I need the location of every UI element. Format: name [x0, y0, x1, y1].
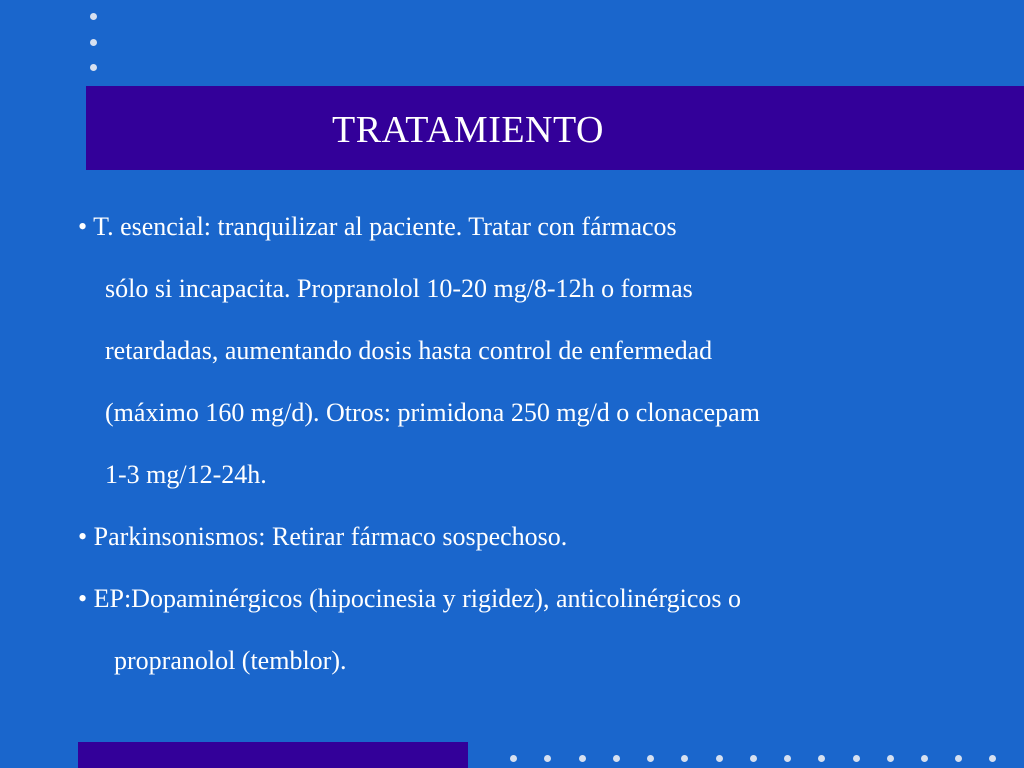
decor-dot: [90, 13, 97, 20]
decor-dot: [510, 755, 517, 762]
decor-dot: [784, 755, 791, 762]
slide-content: [78, 196, 998, 692]
decor-dot: [989, 755, 996, 762]
decor-dot: [955, 755, 962, 762]
decor-dot: [544, 755, 551, 762]
decor-dot: [579, 755, 586, 762]
bullet-item-tremor: • T. esencial: tranquilizar al paciente. Tratar con fármacos: [78, 212, 677, 241]
decor-dot: [887, 755, 894, 762]
bottom-accent-bar: [78, 742, 468, 768]
decor-dot: [613, 755, 620, 762]
decor-dot: [90, 64, 97, 71]
bullet-item-parkinsonism: • Parkinsonismos: Retirar fármaco sospechoso.: [78, 522, 568, 551]
decor-dot: [750, 755, 757, 762]
decor-dot: [681, 755, 688, 762]
bullet-continuation: 1-3 mg/12-24h.: [105, 460, 267, 489]
decor-dot: [853, 755, 860, 762]
decor-dot: [716, 755, 723, 762]
title-bar: [86, 86, 1024, 170]
decor-dot: [647, 755, 654, 762]
bullet-continuation: retardadas, aumentando dosis hasta control de enfermedad: [105, 336, 713, 365]
bullet-item-ep: • EP:Dopaminérgicos (hipocinesia y rigidez), anticolinérgicos o: [78, 584, 742, 613]
slide-title: TRATAMIENTO: [332, 109, 604, 151]
bullet-continuation: propranolol (temblor).: [114, 646, 347, 675]
decor-dot: [90, 39, 97, 46]
decor-dot: [818, 755, 825, 762]
decor-dot: [921, 755, 928, 762]
bullet-continuation: (máximo 160 mg/d). Otros: primidona 250 mg/d o clonacepam: [105, 398, 760, 427]
bullet-continuation: sólo si incapacita. Propranolol 10-20 mg/8-12h o formas: [105, 274, 693, 303]
